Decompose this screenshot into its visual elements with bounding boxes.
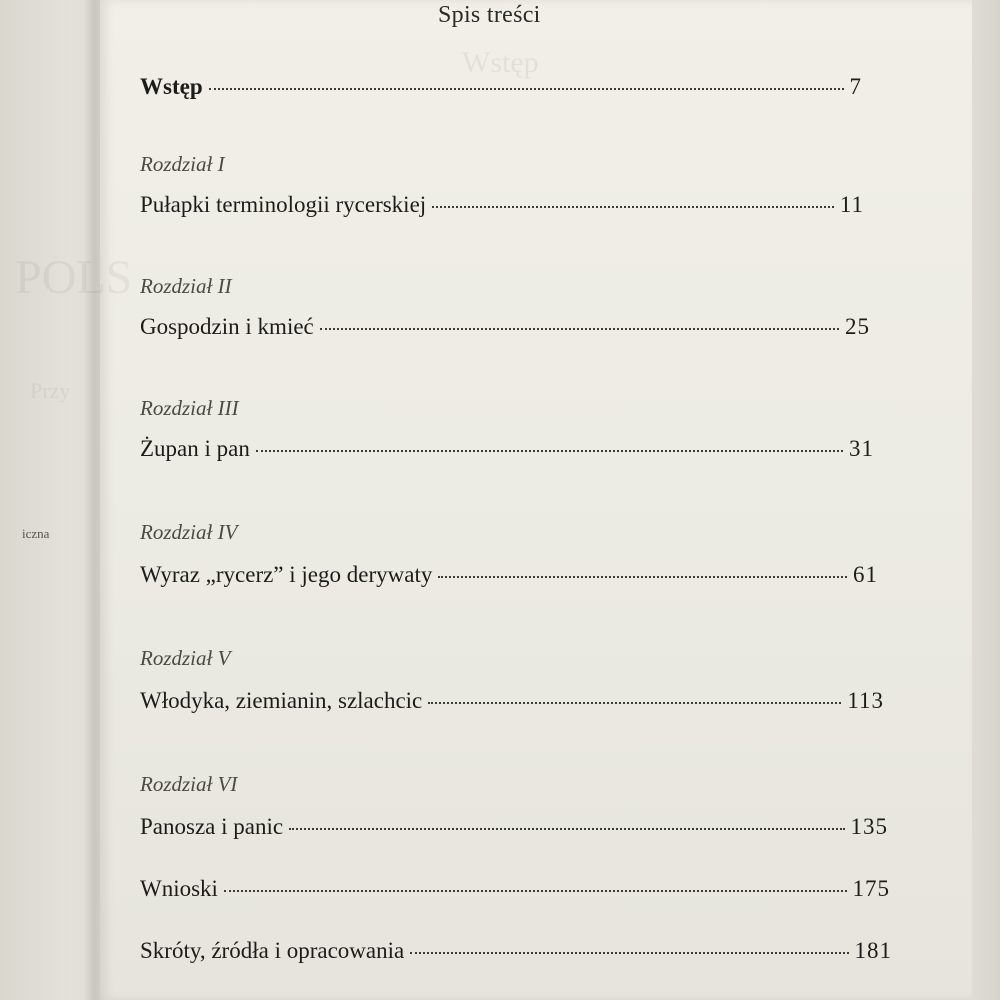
- dot-leader: [438, 576, 847, 578]
- dot-leader: [209, 88, 844, 90]
- toc-entry-wstep[interactable]: [140, 74, 862, 100]
- toc-entry-title: Skróty, źródła i opracowania: [140, 938, 405, 963]
- toc-page: [100, 0, 972, 1000]
- toc-entry-title: Pułapki terminologii rycerskiej: [140, 192, 427, 217]
- toc-entry-page: 31: [849, 436, 874, 461]
- dot-leader: [428, 702, 841, 704]
- toc-heading: Spis treści: [438, 2, 541, 28]
- toc-entry-title: Panosza i panic: [140, 814, 284, 839]
- toc-entry-page: 11: [839, 192, 864, 217]
- toc-entry-title: Włodyka, ziemianin, szlachcic: [140, 688, 423, 713]
- right-page-edge: [972, 0, 1000, 1000]
- chapter-label-5: Rozdział V: [140, 646, 231, 670]
- toc-entry-title: Gospodzin i kmieć: [140, 314, 314, 339]
- toc-entry-page: 181: [854, 938, 892, 963]
- left-page-text-fragment: iczna: [22, 526, 50, 541]
- toc-entry-wnioski[interactable]: [140, 876, 890, 902]
- toc-entry-page: 113: [847, 688, 884, 713]
- toc-entry-chapter-2[interactable]: [140, 314, 870, 340]
- toc-entry-page: 175: [852, 876, 890, 901]
- toc-entry-title: Żupan i pan: [140, 436, 250, 461]
- toc-entry-title: Wyraz „rycerz” i jego derywaty: [140, 562, 433, 587]
- toc-entry-chapter-6[interactable]: [140, 814, 888, 840]
- dot-leader: [256, 450, 843, 452]
- chapter-label-3: Rozdział III: [140, 396, 239, 420]
- dot-leader: [432, 206, 834, 208]
- toc-entry-chapter-4[interactable]: [140, 562, 878, 588]
- dot-leader: [410, 952, 848, 954]
- chapter-label-1: Rozdział I: [140, 152, 225, 176]
- toc-entry-chapter-1[interactable]: [140, 192, 864, 218]
- toc-entry-page: 135: [850, 814, 888, 839]
- toc-entry-chapter-5[interactable]: [140, 688, 884, 714]
- chapter-label-2: Rozdział II: [140, 274, 232, 298]
- dot-leader: [289, 828, 844, 830]
- toc-entry-title: Wstęp: [140, 74, 203, 99]
- dot-leader: [320, 328, 839, 330]
- chapter-label-4: Rozdział IV: [140, 520, 238, 544]
- toc-entry-skroty[interactable]: [140, 938, 892, 964]
- toc-entry-title: Wnioski: [140, 876, 218, 901]
- toc-entry-page: 61: [853, 562, 878, 587]
- toc-entry-chapter-3[interactable]: [140, 436, 874, 462]
- dot-leader: [224, 890, 847, 892]
- toc-entry-page: 7: [849, 74, 862, 99]
- chapter-label-6: Rozdział VI: [140, 772, 238, 796]
- toc-entry-page: 25: [845, 314, 870, 339]
